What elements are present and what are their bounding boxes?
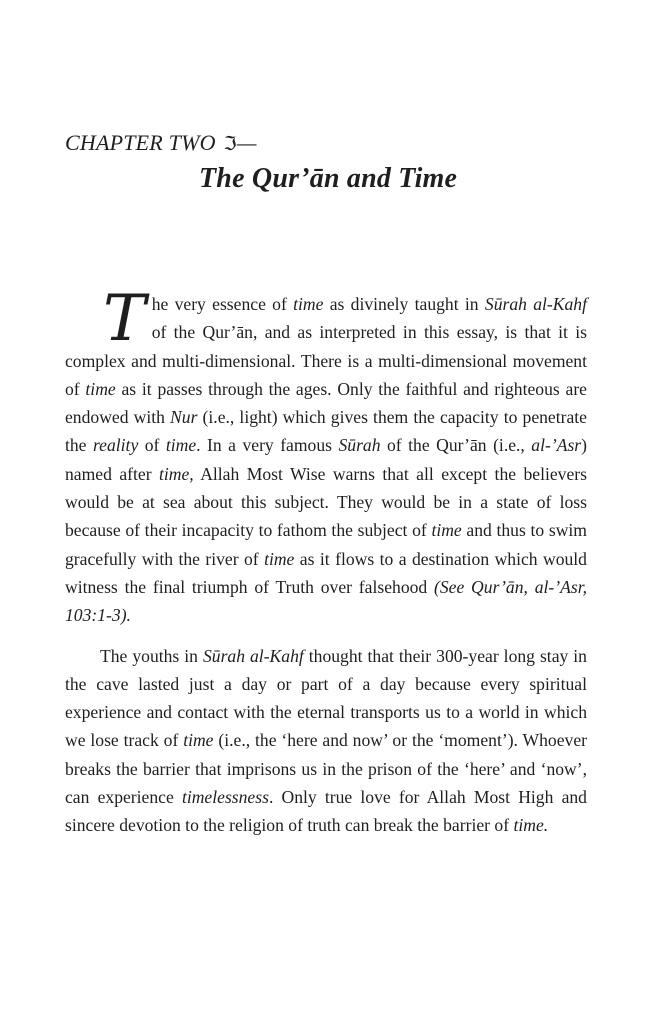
text-run: thought that their 300-year long stay in the cave lasted just a day or part of a day because every spiritual experience and contact with the eternal transports us to a world in which we lose track of bbox=[65, 645, 587, 751]
body-text bbox=[65, 282, 587, 840]
text-run: as divinely taught in bbox=[323, 294, 485, 314]
emphasis: reality bbox=[92, 435, 139, 456]
emphasis: time bbox=[183, 730, 214, 751]
drop-cap: T bbox=[103, 282, 146, 356]
emphasis: time. bbox=[513, 815, 549, 836]
text-run: . Only true love for Allah Most High and sincere devotion to the religion of truth can break the barrier of bbox=[65, 787, 587, 836]
text-run: Allah Most Wise warns that all except the believers would be at sea about this subject. They would be in a state of loss because of their incapacity to fathom the subject of bbox=[65, 463, 587, 541]
emphasis: Sūrah al-Kahf bbox=[484, 294, 587, 314]
emphasis: timelessness bbox=[181, 787, 269, 808]
text-run: as it passes through the ages. Only the faithful and righteous are endowed with bbox=[65, 378, 587, 428]
emphasis: time bbox=[264, 548, 295, 569]
text-run: of the Qur’ān, and as interpreted in this essay, is that it is complex and multi-dimensional. There is a multi-dimensional movement of bbox=[65, 322, 587, 399]
emphasis: Sūrah bbox=[338, 435, 381, 456]
text-run: (i.e., the ‘here and now’ or the ‘moment’). Whoever breaks the barrier that imprisons us in the prison of the ‘here’ and ‘now’, can experience bbox=[65, 730, 587, 808]
text-run: . In a very famous bbox=[196, 435, 339, 456]
text-run: (i.e., light) which gives them the capacity to penetrate the bbox=[65, 407, 587, 456]
emphasis: time bbox=[293, 294, 324, 314]
text-run: of bbox=[138, 435, 166, 456]
text-run: as it flows to a destination which would witness the final triumph of Truth over falsehood bbox=[65, 548, 587, 597]
emphasis: time, bbox=[159, 463, 194, 484]
text-run: The youths in bbox=[100, 645, 203, 666]
emphasis: time bbox=[431, 520, 462, 541]
chapter-title: The Qur’ān and Time bbox=[199, 163, 458, 194]
chapter-ornament: ℑ bbox=[223, 134, 237, 155]
emphasis: al-’Asr bbox=[531, 435, 582, 456]
paragraph-2 bbox=[65, 642, 587, 840]
chapter-label bbox=[65, 130, 257, 156]
emphasis: Nur bbox=[170, 407, 198, 428]
chapter-dash: — bbox=[236, 130, 257, 155]
text-run: he very essence of bbox=[151, 294, 294, 314]
text-run: of the Qur’ān (i.e., bbox=[380, 435, 532, 456]
citation: (See Qur’ān, al-’Asr, 103:1-3). bbox=[65, 576, 587, 626]
paragraph-1 bbox=[65, 282, 587, 630]
chapter-number: CHAPTER TWO bbox=[65, 130, 216, 155]
text-run: ) named after bbox=[65, 435, 587, 484]
text-run: and thus to swim gracefully with the river of bbox=[65, 520, 587, 569]
emphasis: Sūrah al-Kahf bbox=[202, 645, 304, 666]
emphasis: time bbox=[165, 435, 197, 456]
emphasis: time bbox=[85, 378, 116, 399]
